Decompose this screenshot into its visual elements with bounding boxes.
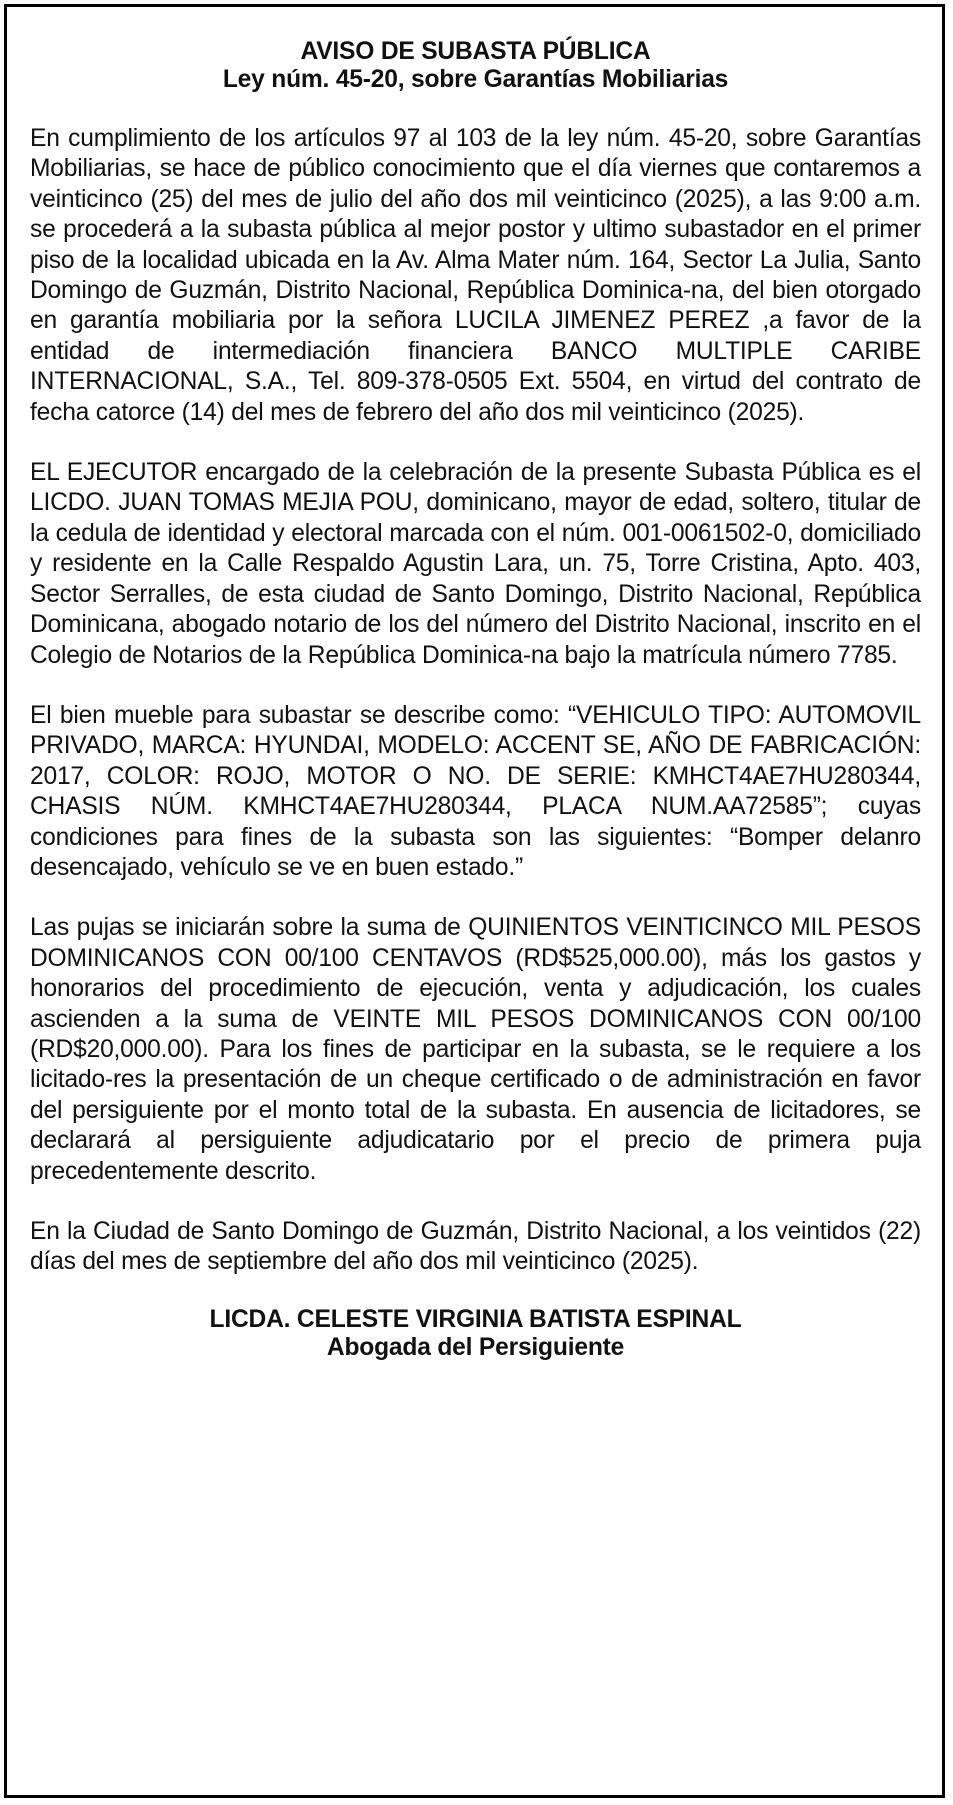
notice-content (30, 38, 921, 1362)
paragraph-auction-announcement: En cumplimiento de los artículos 97 al 103 de la ley núm. 45-20, sobre Garantías Mobiliarias, se hace de público conocimiento que el día viernes que contaremos a veinticinco (25) del mes de julio del año dos mil veinticinco (2025), a las 9:00 a.m. se procederá a la subasta pública al mejor postor y ultimo subastador en el primer piso de la localidad ubicada en la Av. Alma Mater núm. 164, Sector La Julia, Santo Domingo de Guzmán, Distrito Nacional, República Dominica-na, del bien otorgado en garantía mobiliaria por la señora LUCILA JIMENEZ PEREZ ,a favor de la entidad de intermediación financiera BANCO MULTIPLE CARIBE INTERNACIONAL, S.A., Tel. 809-378-0505 Ext. 5504, en virtud del contrato de fecha catorce (14) del mes de febrero del año dos mil veinticinco (2025). (30, 125, 921, 426)
paragraph-date-place: En la Ciudad de Santo Domingo de Guzmán, Distrito Nacional, a los veintidos (22) días del mes de septiembre del año dos mil veinticinco (2025). (30, 1218, 921, 1276)
paragraph-bidding-terms: Las pujas se iniciarán sobre la suma de QUINIENTOS VEINTICINCO MIL PESOS DOMINICANOS CON 00/100 CENTAVOS (RD$525,000.00), más los gastos y honorarios del procedimiento de ejecución, venta y adjudicación, los cuales ascienden a la suma de VEINTE MIL PESOS DOMINICANOS CON 00/100 (RD$20,000.00). Para los fines de participar en la subasta, se le requiere a los licitado-res la presentación de un cheque certificado o de administración en favor del persiguiente por el monto total de la subasta. En ausencia de licitadores, se declarará al persiguiente adjudicatario por el precio de primera puja precedentemente descrito. (30, 914, 921, 1185)
notice-subtitle: Ley núm. 45-20, sobre Garantías Mobiliarias (222, 66, 729, 93)
signature-role: Abogada del Persiguiente (326, 1333, 625, 1361)
notice-header (30, 38, 921, 94)
notice-title: AVISO DE SUBASTA PÚBLICA (300, 38, 651, 65)
paragraph-asset-description: El bien mueble para subastar se describe como: “VEHICULO TIPO: AUTOMOVIL PRIVADO, MARCA: HYUNDAI, MODELO: ACCENT SE, AÑO DE FABRICACIÓN: 2017, COLOR: ROJO, MOTOR O NO. DE SERIE: KMHCT4AE7HU280344, CHASIS NÚM. KMHCT4AE7HU280344, PLACA NUM.AA72585”; cuyas condiciones para fines de la subasta son las siguientes: “Bomper delanro desencajado, vehículo se ve en buen estado.” (30, 701, 921, 881)
signature-name: LICDA. CELESTE VIRGINIA BATISTA ESPINAL (209, 1305, 742, 1333)
signature-block (30, 1306, 921, 1362)
paragraph-executor: EL EJECUTOR encargado de la celebración de la presente Subasta Pública es el LICDO. JUAN TOMAS MEJIA POU, dominicano, mayor de edad, soltero, titular de la cedula de identidad y electoral marcada con el núm. 001-0061502-0, domiciliado y residente en la Calle Respaldo Agustin Lara, un. 75, Torre Cristina, Apto. 403, Sector Serralles, de esta ciudad de Santo Domingo, Distrito Nacional, República Dominicana, abogado notario de los del número del Distrito Nacional, inscrito en el Colegio de Notarios de la República Dominica-na bajo la matrícula número 7785. (30, 459, 921, 669)
